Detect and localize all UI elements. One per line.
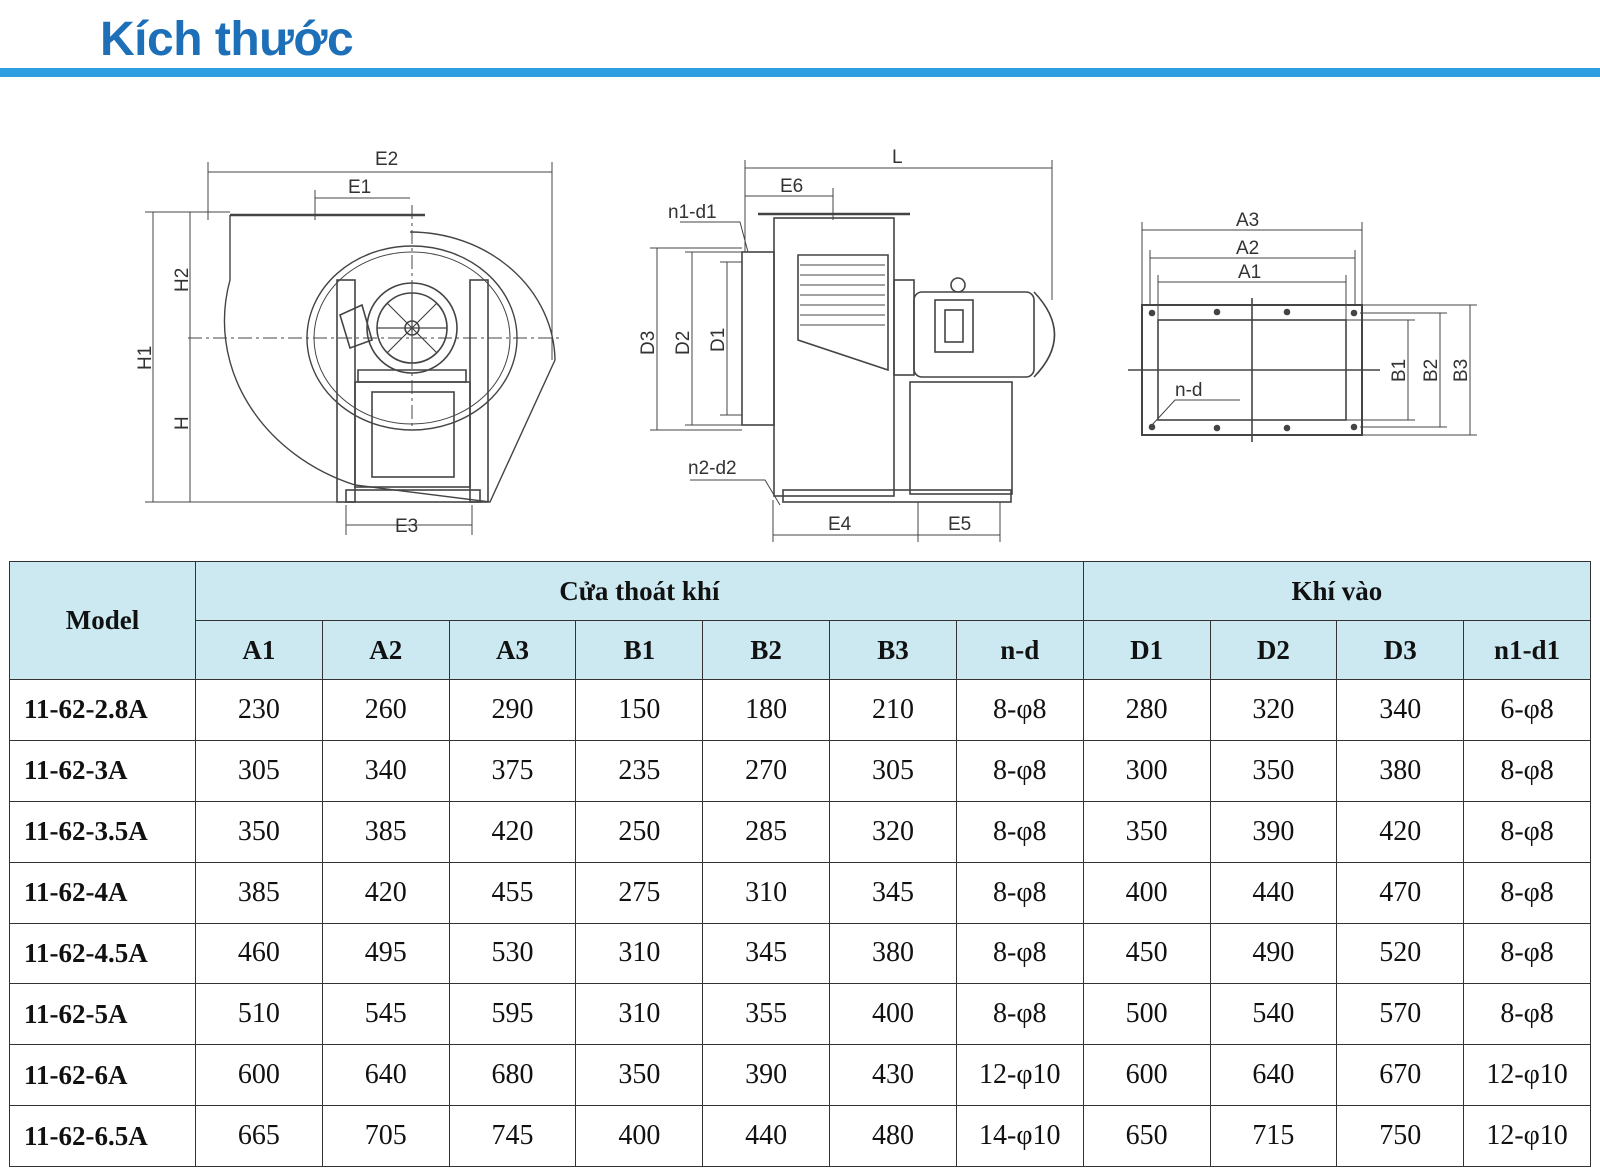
value-cell: 12-φ10 bbox=[956, 1045, 1083, 1106]
value-cell: 12-φ10 bbox=[1464, 1045, 1591, 1106]
dim-label-e5: E5 bbox=[948, 514, 972, 535]
dim-label-e6: E6 bbox=[780, 176, 804, 197]
value-cell: 530 bbox=[449, 923, 576, 984]
dim-label-d2: D2 bbox=[673, 330, 694, 355]
column-header: n1-d1 bbox=[1464, 621, 1591, 680]
dimension-drawings bbox=[0, 130, 1600, 560]
value-cell: 12-φ10 bbox=[1464, 1106, 1591, 1167]
value-cell: 640 bbox=[322, 1045, 449, 1106]
value-cell: 8-φ8 bbox=[1464, 801, 1591, 862]
page-title: Kích thước bbox=[100, 13, 354, 66]
value-cell: 8-φ8 bbox=[1464, 923, 1591, 984]
dim-label-a2: A2 bbox=[1236, 238, 1260, 259]
value-cell: 440 bbox=[703, 1106, 830, 1167]
front-view-drawing bbox=[145, 162, 560, 535]
model-cell: 11-62-2.8A bbox=[10, 680, 196, 741]
outlet-flange-drawing bbox=[1128, 222, 1477, 442]
table-row bbox=[10, 740, 1591, 801]
dim-label-n1-d1: n1-d1 bbox=[668, 202, 717, 223]
value-cell: 480 bbox=[830, 1106, 957, 1167]
value-cell: 210 bbox=[830, 680, 957, 741]
value-cell: 420 bbox=[1337, 801, 1464, 862]
table-row bbox=[10, 1045, 1591, 1106]
dim-label-a3: A3 bbox=[1236, 210, 1260, 231]
value-cell: 305 bbox=[830, 740, 957, 801]
value-cell: 340 bbox=[322, 740, 449, 801]
dim-label-h: H bbox=[172, 416, 193, 430]
header-model: Model bbox=[10, 562, 196, 680]
value-cell: 8-φ8 bbox=[956, 740, 1083, 801]
model-cell: 11-62-5A bbox=[10, 984, 196, 1045]
value-cell: 600 bbox=[196, 1045, 323, 1106]
table-row bbox=[10, 680, 1591, 741]
value-cell: 310 bbox=[576, 923, 703, 984]
dim-label-h1: H1 bbox=[135, 345, 156, 370]
table-row bbox=[10, 984, 1591, 1045]
value-cell: 300 bbox=[1083, 740, 1210, 801]
value-cell: 8-φ8 bbox=[956, 923, 1083, 984]
value-cell: 310 bbox=[703, 862, 830, 923]
value-cell: 440 bbox=[1210, 862, 1337, 923]
dim-label-d1: D1 bbox=[708, 327, 729, 352]
dim-label-l: L bbox=[892, 147, 903, 168]
value-cell: 495 bbox=[322, 923, 449, 984]
value-cell: 14-φ10 bbox=[956, 1106, 1083, 1167]
dim-label-b3: B3 bbox=[1451, 358, 1472, 382]
value-cell: 8-φ8 bbox=[956, 862, 1083, 923]
value-cell: 665 bbox=[196, 1106, 323, 1167]
table-row bbox=[10, 801, 1591, 862]
value-cell: 275 bbox=[576, 862, 703, 923]
value-cell: 8-φ8 bbox=[956, 801, 1083, 862]
value-cell: 290 bbox=[449, 680, 576, 741]
value-cell: 600 bbox=[1083, 1045, 1210, 1106]
dim-label-e3: E3 bbox=[395, 516, 419, 537]
dim-label-b1: B1 bbox=[1389, 358, 1410, 382]
column-header: B3 bbox=[830, 621, 957, 680]
value-cell: 285 bbox=[703, 801, 830, 862]
dim-label-e4: E4 bbox=[828, 514, 852, 535]
value-cell: 745 bbox=[449, 1106, 576, 1167]
value-cell: 235 bbox=[576, 740, 703, 801]
value-cell: 460 bbox=[196, 923, 323, 984]
value-cell: 320 bbox=[830, 801, 957, 862]
value-cell: 455 bbox=[449, 862, 576, 923]
value-cell: 750 bbox=[1337, 1106, 1464, 1167]
dim-label-h2: H2 bbox=[172, 267, 193, 292]
value-cell: 400 bbox=[576, 1106, 703, 1167]
value-cell: 345 bbox=[703, 923, 830, 984]
column-header: D2 bbox=[1210, 621, 1337, 680]
model-cell: 11-62-6.5A bbox=[10, 1106, 196, 1167]
value-cell: 680 bbox=[449, 1045, 576, 1106]
value-cell: 490 bbox=[1210, 923, 1337, 984]
value-cell: 340 bbox=[1337, 680, 1464, 741]
column-header: D3 bbox=[1337, 621, 1464, 680]
column-header: D1 bbox=[1083, 621, 1210, 680]
value-cell: 390 bbox=[703, 1045, 830, 1106]
header-group-inlet: Khí vào bbox=[1083, 562, 1590, 621]
value-cell: 305 bbox=[196, 740, 323, 801]
model-cell: 11-62-4.5A bbox=[10, 923, 196, 984]
value-cell: 385 bbox=[322, 801, 449, 862]
value-cell: 430 bbox=[830, 1045, 957, 1106]
value-cell: 595 bbox=[449, 984, 576, 1045]
model-cell: 11-62-4A bbox=[10, 862, 196, 923]
table-row bbox=[10, 1106, 1591, 1167]
dim-label-e2: E2 bbox=[375, 149, 399, 170]
value-cell: 180 bbox=[703, 680, 830, 741]
value-cell: 8-φ8 bbox=[1464, 740, 1591, 801]
table-row bbox=[10, 923, 1591, 984]
value-cell: 350 bbox=[576, 1045, 703, 1106]
value-cell: 350 bbox=[196, 801, 323, 862]
value-cell: 540 bbox=[1210, 984, 1337, 1045]
value-cell: 400 bbox=[1083, 862, 1210, 923]
dimension-table bbox=[9, 561, 1591, 1167]
value-cell: 650 bbox=[1083, 1106, 1210, 1167]
value-cell: 390 bbox=[1210, 801, 1337, 862]
value-cell: 380 bbox=[830, 923, 957, 984]
value-cell: 385 bbox=[196, 862, 323, 923]
value-cell: 345 bbox=[830, 862, 957, 923]
value-cell: 280 bbox=[1083, 680, 1210, 741]
value-cell: 545 bbox=[322, 984, 449, 1045]
column-header-row bbox=[10, 621, 1591, 680]
value-cell: 715 bbox=[1210, 1106, 1337, 1167]
value-cell: 380 bbox=[1337, 740, 1464, 801]
column-header: A1 bbox=[196, 621, 323, 680]
value-cell: 8-φ8 bbox=[1464, 862, 1591, 923]
value-cell: 670 bbox=[1337, 1045, 1464, 1106]
value-cell: 350 bbox=[1210, 740, 1337, 801]
column-header: B1 bbox=[576, 621, 703, 680]
value-cell: 260 bbox=[322, 680, 449, 741]
dim-label-e1: E1 bbox=[348, 177, 372, 198]
dim-label-n-d: n-d bbox=[1175, 380, 1203, 401]
value-cell: 355 bbox=[703, 984, 830, 1045]
value-cell: 6-φ8 bbox=[1464, 680, 1591, 741]
model-cell: 11-62-6A bbox=[10, 1045, 196, 1106]
title-underline bbox=[0, 68, 1600, 77]
value-cell: 400 bbox=[830, 984, 957, 1045]
table-row bbox=[10, 862, 1591, 923]
value-cell: 420 bbox=[449, 801, 576, 862]
value-cell: 8-φ8 bbox=[1464, 984, 1591, 1045]
value-cell: 250 bbox=[576, 801, 703, 862]
value-cell: 450 bbox=[1083, 923, 1210, 984]
value-cell: 320 bbox=[1210, 680, 1337, 741]
dim-label-b2: B2 bbox=[1421, 358, 1442, 382]
value-cell: 500 bbox=[1083, 984, 1210, 1045]
value-cell: 230 bbox=[196, 680, 323, 741]
value-cell: 310 bbox=[576, 984, 703, 1045]
value-cell: 8-φ8 bbox=[956, 984, 1083, 1045]
model-cell: 11-62-3.5A bbox=[10, 801, 196, 862]
column-header: n-d bbox=[956, 621, 1083, 680]
value-cell: 375 bbox=[449, 740, 576, 801]
value-cell: 420 bbox=[322, 862, 449, 923]
value-cell: 570 bbox=[1337, 984, 1464, 1045]
dim-label-n2-d2: n2-d2 bbox=[688, 458, 737, 479]
column-header: A3 bbox=[449, 621, 576, 680]
value-cell: 470 bbox=[1337, 862, 1464, 923]
value-cell: 520 bbox=[1337, 923, 1464, 984]
value-cell: 705 bbox=[322, 1106, 449, 1167]
dim-label-a1: A1 bbox=[1238, 262, 1262, 283]
value-cell: 350 bbox=[1083, 801, 1210, 862]
table-body bbox=[10, 680, 1591, 1167]
value-cell: 150 bbox=[576, 680, 703, 741]
value-cell: 510 bbox=[196, 984, 323, 1045]
column-header: A2 bbox=[322, 621, 449, 680]
value-cell: 8-φ8 bbox=[956, 680, 1083, 741]
value-cell: 270 bbox=[703, 740, 830, 801]
model-cell: 11-62-3A bbox=[10, 740, 196, 801]
header-group-outlet: Cửa thoát khí bbox=[196, 562, 1084, 621]
value-cell: 640 bbox=[1210, 1045, 1337, 1106]
column-header: B2 bbox=[703, 621, 830, 680]
dim-label-d3: D3 bbox=[638, 330, 659, 355]
